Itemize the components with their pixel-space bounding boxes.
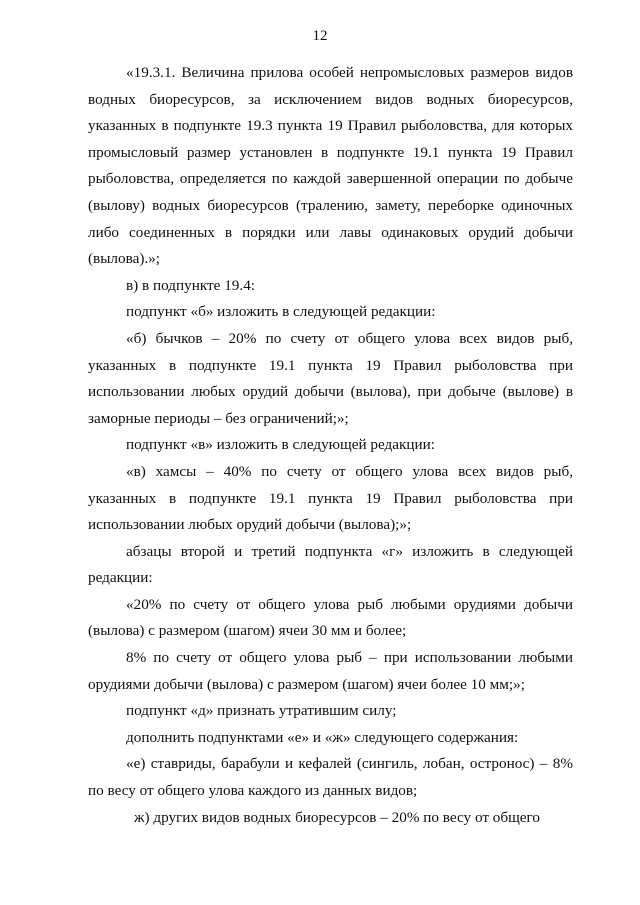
page-number: 12 [312,28,328,44]
paragraph-subpoint-v-text: «в) хамсы – 40% по счету от общего улова всех видов рыб, указанных в подпункте 19.1 пункта 19 Правил рыболовства при использовании любых орудий добычи (вылова);»; [88,462,573,534]
paragraph-subpoint-g-20: «20% по счету от общего улова рыб любыми орудиями добычи (вылова) с размером (шагом) ячеи 30 мм и более; [88,595,573,640]
paragraph-subpoint-d: подпункт «д» признать утратившим силу; [126,702,397,720]
paragraph-subpoint-b-intro: подпункт «б» изложить в следующей редакции: [126,303,436,321]
paragraph-subpoint-e: «е) ставриды, барабули и кефалей (сингиль, лобан, остронос) – 8% по весу от общего улова каждого из данных видов; [88,755,573,800]
document-body [88,60,573,831]
paragraph-subpoint-v-intro: подпункт «в» изложить в следующей редакции: [126,436,435,454]
paragraph-subpoint-19-4: в) в подпункте 19.4: [126,276,256,294]
paragraph-subpoint-zh: ж) других видов водных биоресурсов – 20% по весу от общего [134,808,540,826]
paragraph-subpoint-b-text: «б) бычков – 20% по счету от общего улова всех видов рыб, указанных в подпункте 19.1 пункта 19 Правил рыболовства при использовании любых орудий добычи (вылова), при добыче (вылове) в заморные периоды – без ограничений;»; [88,329,573,427]
paragraph-subpoint-g-intro: абзацы второй и третий подпункта «г» изложить в следующей редакции: [88,542,573,587]
paragraph-subpoint-g-8: 8% по счету от общего улова рыб – при использовании любыми орудиями добычи (вылова) с размером (шагом) ячеи более 10 мм;»; [88,649,573,693]
paragraph-19-3-1: «19.3.1. Величина прилова особей непромысловых размеров видов водных биоресурсов, за исключением видов водных биоресурсов, указанных в подпункте 19.3 пункта 19 Правил рыболовства, для которых промысловый размер установлен в подпункте 19.1 пункта 19 Правил рыболовства, определяется по каждой завершенной операции по добыче (вылову) водных биоресурсов (тралению, замету, переборке одиночных либо соединенных в порядки или лавы одинаковых орудий добычи (вылова).»; [88,64,573,268]
paragraph-add-subpoints: дополнить подпунктами «е» и «ж» следующего содержания: [126,728,519,746]
